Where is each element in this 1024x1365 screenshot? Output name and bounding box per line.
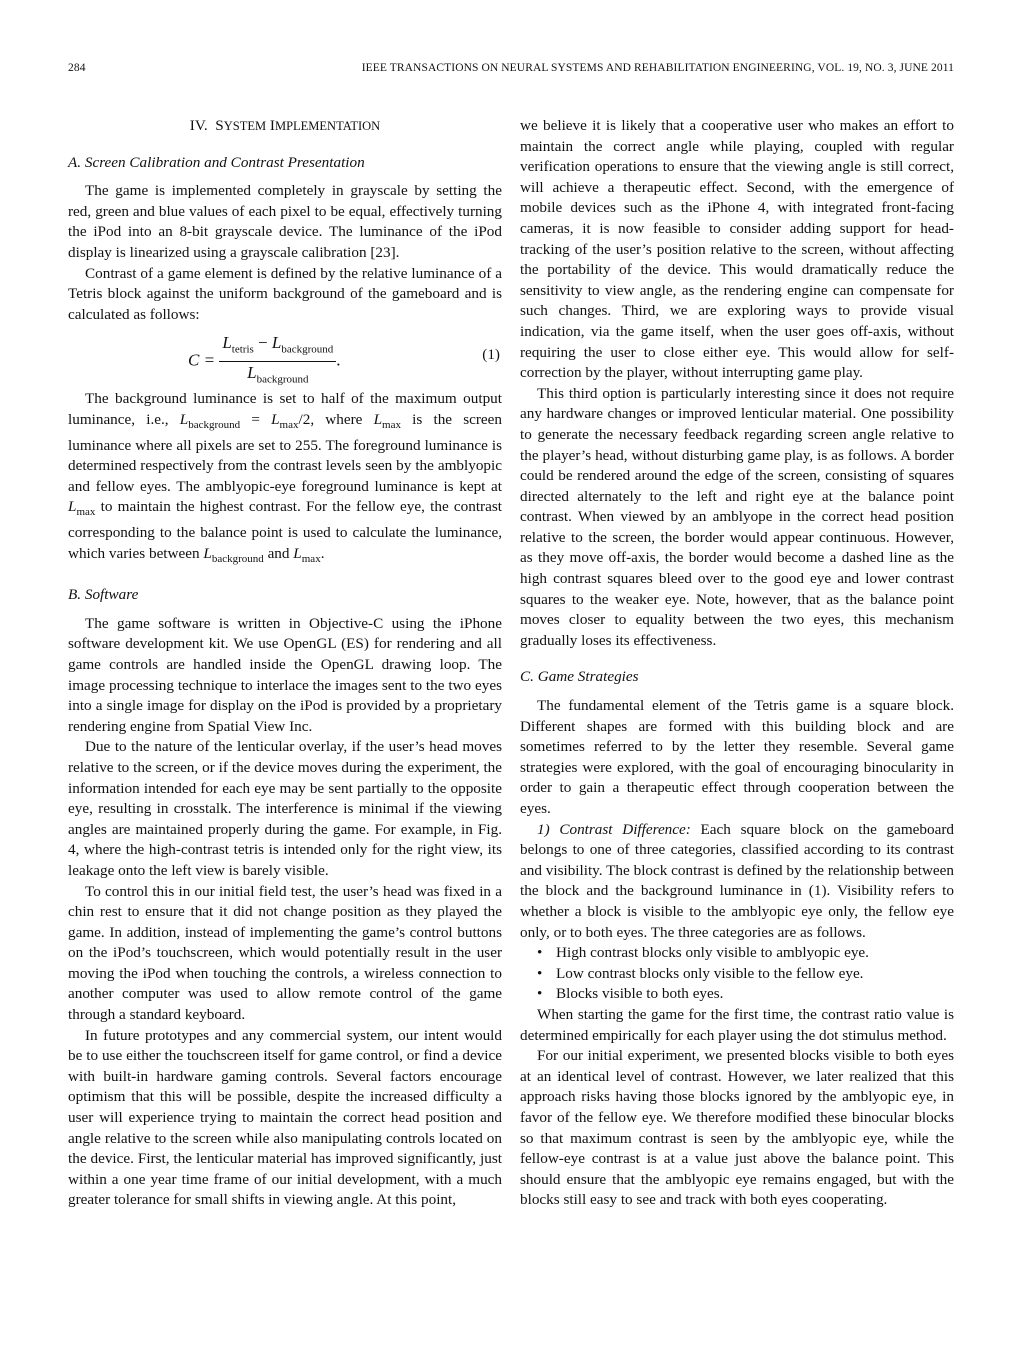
pa3-l5: L xyxy=(203,544,212,562)
left-column xyxy=(68,116,502,1211)
eq-num-l2: L xyxy=(271,333,282,353)
equation-1 xyxy=(68,327,502,386)
pa3-l2: L xyxy=(271,410,280,428)
eq-den-l: L xyxy=(247,363,257,383)
pa3-part-c: to maintain the highest contrast. For the fellow eye, the contrast corresponding to the balance point is used to calculate the luminance, which varies between xyxy=(68,498,502,562)
journal-title: IEEE TRANSACTIONS ON NEURAL SYSTEMS AND REHABILITATION ENGINEERING, VOL. 19, NO. 3, JUNE 2011 xyxy=(361,62,954,74)
paragraph-c3: When starting the game for the first time, the contrast ratio value is determined empirically for each player using the dot stimulus method. xyxy=(520,1005,954,1044)
eq-period: . xyxy=(336,350,341,370)
section-title-rest-2: MPLEMENTATION xyxy=(274,119,381,133)
subsection-heading-b: B. Software xyxy=(68,586,139,604)
pa3-eq: = xyxy=(240,410,272,428)
eq-num-sub2: background xyxy=(281,343,334,356)
paragraph-c1: The fundamental element of the Tetris game is a square block. Different shapes are formed with this building block and are sometimes referred to by the letter they resemble. Several game strategies were explored, with the goal of encouraging binocularity in order to gain a therapeutic effect through cooperation between the eyes. xyxy=(520,697,954,817)
paragraph-c2-text: Each square block on the gameboard belongs to one of three categories, classified according to its contrast and visibility. The block contrast is defined by the relationship between the block and the background luminance in (1). Visibility refers to whether a block is visible to the amblyopic eye only, the fellow eye only, or to both eyes. The three categories are as follows. xyxy=(520,820,954,941)
equation-body xyxy=(188,333,341,390)
category-list xyxy=(520,943,954,1005)
right-column xyxy=(520,116,954,1211)
paragraph-a3 xyxy=(68,389,502,569)
eq-den-sub: background xyxy=(256,373,309,386)
equation-numerator xyxy=(219,333,336,362)
pa3-half: /2, where xyxy=(298,410,374,428)
pa3-sub6: max xyxy=(301,552,321,565)
list-item: • Blocks visible to both eyes. xyxy=(520,984,954,1005)
section-title-initial-1: S xyxy=(215,117,224,134)
pa3-sub3: max xyxy=(382,418,401,431)
paragraph-b4: In future prototypes and any commercial system, our intent would be to use either the touchscreen itself for game control, or find a device with built-in hardware gaming controls. Several factors encourage optimism that this will be possible, despite the increased difficulty a user will experience trying to maintain the correct head position and angle relative to the screen while also manipulating controls located on the device. First, the lenticular material has improved significantly, just within a one year time frame of our initial development, with a much greater tolerance for small shifts in viewing angle. At this point, xyxy=(68,1026,502,1209)
pa3-part-d: and xyxy=(263,544,294,562)
pa3-part-e: . xyxy=(320,544,325,562)
paragraph-a2: Contrast of a game element is defined by the relative luminance of a Tetris block against the uniform background of the gameboard and is calculated as follows: xyxy=(68,264,502,323)
list-item: • Low contrast blocks only visible to the fellow eye. xyxy=(520,964,954,985)
paragraph-r2: This third option is particularly interesting since it does not require any hardware changes or improved lenticular material. One possibility to generate the necessary feedback regarding screen angle relative to the player’s head, without disturbing game play, is as follows. A border could be rendered around the edge of the screen, consisting of squares directed alternately to the left and right eye at the balance point contrast. When viewed by an amblyope in the correct head position relative to the screen, the border would appear continuous. However, as they move off-axis, the border would become a dashed line as the high contrast squares bleed over to the good eye and lower contrast squares to the weaker eye. Note, however, that as the balance point moves closer to equality between the two eyes, this mechanism gradually loses its effectiveness. xyxy=(520,384,954,649)
pa3-l4: L xyxy=(68,498,77,516)
strategy-title-contrast-difference: 1) Contrast Difference: xyxy=(537,820,691,838)
section-number: IV. xyxy=(189,117,208,134)
page-number: 284 xyxy=(68,62,86,74)
equation-lhs: C = xyxy=(188,350,216,370)
equation-fraction xyxy=(219,333,336,390)
eq-minus: − xyxy=(253,333,272,353)
section-heading xyxy=(68,116,502,137)
paragraph-b1: The game software is written in Objective-C using the iPhone software development kit. We use OpenGL (ES) for rendering and all game controls are handled inside the OpenGL drawing loop. The image processing technique to interlace the images sent to the two eyes into a single image for display on the iPod is provided by a proprietary rendering engine from Spatial View Inc. xyxy=(68,614,502,735)
paragraph-b2: Due to the nature of the lenticular overlay, if the user’s head moves relative to the screen, or if the device moves during the experiment, the information intended for each eye may be sent partially to the opposite eye, resulting in crosstalk. The interference is minimal if the viewing angles are maintained properly during the game. For example, in Fig. 4, where the high-contrast tetris is intended only for the right view, its leakage onto the left view is barely visible. xyxy=(68,738,502,879)
paragraph-c2 xyxy=(520,820,954,944)
equation-number: (1) xyxy=(482,346,500,364)
pa3-part-a: The background luminance is set to half of the maximum output luminance, i.e., xyxy=(68,390,502,428)
pa3-sub2: max xyxy=(279,418,299,431)
eq-num-l1: L xyxy=(222,333,232,353)
section-title-initial-2: I xyxy=(269,117,275,134)
running-header xyxy=(68,62,954,78)
equation-denominator xyxy=(219,362,336,390)
paragraph-b3: To control this in our initial field test, the user’s head was fixed in a chin rest to ensure that it did not change position as they played the game. In addition, instead of implementing the game’s control buttons on the iPod’s touchscreen, which would potentially result in the user moving the iPod when touching the controls, a wireless connection to another computer was used to allow remote control of the game through a standard keyboard. xyxy=(68,882,502,1024)
section-title-rest-1: YSTEM xyxy=(223,119,267,133)
pa3-sub4: max xyxy=(76,506,96,519)
pa3-l6: L xyxy=(293,544,302,562)
paragraph-c4: For our initial experiment, we presented blocks visible to both eyes at an identical level of contrast. However, we later realized that this approach risks having those blocks ignored by the amblyopic eye, in favor of the fellow eye. We therefore modified these binocular blocks so that maximum contrast is seen by the amblyopic eye, while the fellow-eye contrast is at a value just above the balance point. This should ensure that the amblyopic eye remains engaged, but with the blocks still easy to see and track with both eyes cooperating. xyxy=(520,1047,954,1209)
pa3-sub1: background xyxy=(188,418,241,431)
paragraph-a1: The game is implemented completely in grayscale by setting the red, green and blue values of each pixel to be equal, effectively turning the iPod into an 8-bit grayscale device. The luminance of the iPod display is linearized using a grayscale calibration [23]. xyxy=(68,182,502,261)
pa3-l1: L xyxy=(179,410,189,428)
pa3-l3: L xyxy=(373,410,383,428)
subsection-heading-a: A. Screen Calibration and Contrast Presentation xyxy=(68,153,365,171)
pa3-part-b: is the screen luminance where all pixels are set to 255. The foreground luminance is determined respectively from the contrast levels seen by the amblyopic and fellow eyes. The amblyopic-eye foreground luminance is kept at xyxy=(68,410,502,495)
pa3-sub5: background xyxy=(211,552,264,565)
list-item: • High contrast blocks only visible to amblyopic eye. xyxy=(520,943,954,964)
eq-num-sub1: tetris xyxy=(231,343,254,356)
paragraph-r1: we believe it is likely that a cooperative user who makes an effort to maintain the correct angle while playing, coupled with regular verification operations to ensure that the viewing angle is still correct, will achieve a therapeutic effect. Second, with the emergence of mobile devices such as the iPhone 4, with integrated front-facing cameras, it is now feasible to consider adding support for head-tracking of the user’s position relative to the screen, without affecting the portability of the device. This would dramatically reduce the sensitivity to view angle, as the rendering engine can compensate for such changes. Third, we are exploring ways to provide visual indication, via the game itself, when the user goes off-axis, without requiring the user to close either eye. This would allow for self-correction by the player, without interrupting game play. xyxy=(520,117,954,382)
subsection-heading-c: C. Game Strategies xyxy=(520,668,639,686)
